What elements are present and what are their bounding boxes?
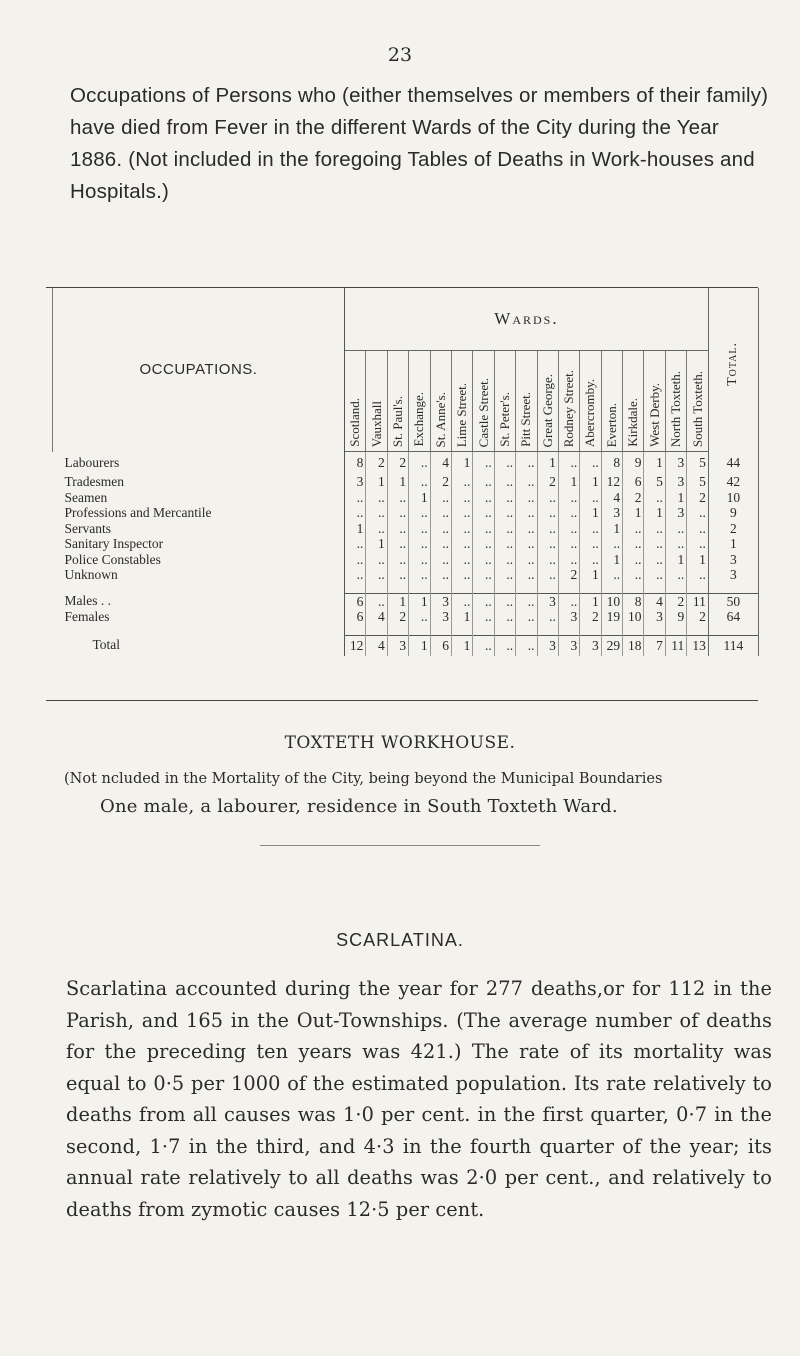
ward-count-cell: ..	[644, 536, 665, 552]
ward-count-cell: 5	[687, 452, 709, 475]
ward-header: South Toxteth.	[689, 370, 705, 447]
ward-count-cell: 8	[601, 452, 622, 475]
ward-count-cell: 3	[345, 474, 366, 490]
table-row	[53, 474, 759, 490]
ward-count-cell: 10	[601, 593, 622, 609]
ward-count-cell: 1	[366, 536, 387, 552]
row-label	[53, 490, 345, 506]
ward-header: Kirkdale.	[625, 398, 641, 447]
ward-count-cell: ..	[430, 536, 451, 552]
ward-count-cell: 3	[644, 609, 665, 625]
ward-count-cell: 1	[366, 474, 387, 490]
ward-count-cell: ..	[409, 567, 430, 583]
row-label	[53, 552, 345, 568]
ward-header-cell	[580, 351, 601, 452]
ward-count-cell: 1	[644, 505, 665, 521]
ward-count-cell: 4	[644, 593, 665, 609]
ward-count-cell: 1	[665, 552, 686, 568]
ward-count-cell: ..	[494, 567, 515, 583]
ward-count-cell: ..	[494, 536, 515, 552]
ward-count-cell: ..	[537, 536, 558, 552]
ward-count-cell: 3	[558, 635, 579, 656]
ward-count-cell: 2	[366, 452, 387, 475]
ward-count-cell: ..	[580, 490, 601, 506]
ward-count-cell: ..	[451, 552, 472, 568]
ward-count-cell: 4	[430, 452, 451, 475]
ward-count-cell: 1	[580, 505, 601, 521]
table-row	[53, 567, 759, 583]
ward-count-cell: 2	[430, 474, 451, 490]
ward-header-cell	[387, 351, 408, 452]
ward-count-cell: 3	[665, 474, 686, 490]
ward-header-cell	[644, 351, 665, 452]
ward-count-cell: ..	[516, 452, 537, 475]
ward-header-cell	[601, 351, 622, 452]
ward-count-cell: 1	[387, 593, 408, 609]
ward-header: Great George.	[539, 373, 555, 447]
ward-count-cell: ..	[516, 521, 537, 537]
ward-count-cell: 1	[345, 521, 366, 537]
row-label	[53, 452, 345, 475]
ward-header-cell	[366, 351, 387, 452]
row-total-cell: 64	[708, 609, 758, 625]
ward-header: Castle Street.	[475, 377, 491, 447]
table-row	[53, 552, 759, 568]
ward-count-cell: ..	[409, 536, 430, 552]
ward-count-cell: ..	[537, 552, 558, 568]
ward-count-cell: ..	[451, 567, 472, 583]
ward-count-cell: 4	[366, 635, 387, 656]
ward-count-cell: ..	[494, 505, 515, 521]
ward-count-cell: 1	[451, 452, 472, 475]
ward-count-cell: ..	[451, 521, 472, 537]
row-label	[53, 521, 345, 537]
ward-count-cell: 3	[387, 635, 408, 656]
ward-count-cell: 1	[409, 593, 430, 609]
ward-count-cell: 6	[430, 635, 451, 656]
ward-count-cell: 3	[665, 452, 686, 475]
ward-count-cell: 2	[537, 474, 558, 490]
ward-count-cell: ..	[687, 567, 709, 583]
ward-count-cell: ..	[537, 609, 558, 625]
ward-count-cell: ..	[601, 567, 622, 583]
ward-count-cell: 5	[644, 474, 665, 490]
ward-count-cell: ..	[516, 505, 537, 521]
ward-count-cell: 7	[644, 635, 665, 656]
ward-count-cell: 1	[644, 452, 665, 475]
ward-count-cell: 4	[366, 609, 387, 625]
ward-count-cell: ..	[409, 474, 430, 490]
ward-header: Lime Street.	[454, 382, 470, 447]
table-row-sex	[53, 609, 759, 625]
ward-count-cell: 29	[601, 635, 622, 656]
ward-count-cell: ..	[537, 567, 558, 583]
ward-count-cell: ..	[366, 505, 387, 521]
ward-count-cell: ..	[473, 521, 494, 537]
ward-count-cell: 1	[580, 567, 601, 583]
row-total-cell: 50	[708, 593, 758, 609]
ward-count-cell: ..	[580, 452, 601, 475]
ward-header-cell	[623, 351, 644, 452]
row-label-text: Police Constables	[64, 551, 161, 567]
ward-count-cell: 1	[387, 474, 408, 490]
ward-count-cell: 3	[580, 635, 601, 656]
occupations-header: OCCUPATIONS.	[53, 288, 345, 452]
ward-count-cell: ..	[409, 452, 430, 475]
ward-count-cell: ..	[494, 609, 515, 625]
ward-count-cell: ..	[345, 552, 366, 568]
ward-header-cell	[687, 351, 709, 452]
ward-count-cell: 2	[580, 609, 601, 625]
ward-count-cell: 12	[345, 635, 366, 656]
ward-count-cell: ..	[623, 521, 644, 537]
ward-header: West Derby.	[646, 383, 662, 447]
ward-count-cell: ..	[387, 567, 408, 583]
ward-count-cell: 2	[387, 452, 408, 475]
ward-count-cell: ..	[387, 536, 408, 552]
ward-count-cell: ..	[558, 593, 579, 609]
ward-count-cell: ..	[451, 505, 472, 521]
ward-count-cell: ..	[345, 490, 366, 506]
ward-count-cell: ..	[558, 521, 579, 537]
row-label-text: Labourers	[64, 454, 120, 470]
ward-count-cell: 6	[623, 474, 644, 490]
ward-count-cell: ..	[345, 536, 366, 552]
ward-count-cell: ..	[494, 635, 515, 656]
ward-header: Pitt Street.	[518, 392, 534, 447]
ward-count-cell: ..	[687, 521, 709, 537]
ward-count-cell: 19	[601, 609, 622, 625]
ward-count-cell: ..	[665, 567, 686, 583]
ward-count-cell: ..	[473, 536, 494, 552]
row-label	[53, 505, 345, 521]
table-row	[53, 490, 759, 506]
ward-count-cell: ..	[345, 567, 366, 583]
ward-count-cell: ..	[516, 567, 537, 583]
ward-count-cell: 4	[601, 490, 622, 506]
ward-count-cell: ..	[494, 521, 515, 537]
ward-header-cell	[451, 351, 472, 452]
row-total-cell: 3	[708, 552, 758, 568]
ward-header-cell	[345, 351, 366, 452]
ward-count-cell: 10	[623, 609, 644, 625]
scarlatina-paragraph: Scarlatina accounted during the year for 277 deaths,or for 112 in the Parish, and 165 in the Out-Townships. (The average number of deaths for the preceding ten years was 421.) The rate of its mortality was equal to 0·5 per 1000 of the estimated population. Its rate relatively to deaths from all causes was 1·0 per cent. in the first quarter, 0·7 in the second, 1·7 in the third, and 4·3 in the fourth quarter of the year; its annual rate relatively to all deaths was 2·0 per cent., and relatively to deaths from zymotic causes 12·5 per cent.	[66, 977, 772, 1221]
ward-count-cell: 1	[451, 609, 472, 625]
workhouse-note: (Not ncluded in the Mortality of the City, being beyond the Municipal Boundaries	[64, 771, 663, 787]
row-label-text: Unknown	[64, 567, 118, 582]
ward-header-cell	[473, 351, 494, 452]
ward-header-cell	[665, 351, 686, 452]
ward-count-cell: 2	[665, 593, 686, 609]
ward-count-cell: ..	[580, 521, 601, 537]
ward-count-cell: ..	[387, 552, 408, 568]
ward-header-cell	[494, 351, 515, 452]
row-label-text: Tradesmen	[64, 474, 124, 489]
ward-header: Scotland.	[347, 398, 363, 447]
ward-header: Everton.	[603, 402, 619, 447]
row-total-cell: 9	[708, 505, 758, 521]
spacer-row	[53, 625, 759, 636]
ward-count-cell: ..	[644, 552, 665, 568]
occupations-by-ward-table	[52, 288, 759, 656]
ward-count-cell: ..	[558, 552, 579, 568]
ward-count-cell: ..	[644, 521, 665, 537]
ward-count-cell: ..	[494, 490, 515, 506]
ward-count-cell: ..	[558, 536, 579, 552]
row-total-cell: 42	[708, 474, 758, 490]
ward-header-cell	[516, 351, 537, 452]
ward-count-cell: ..	[430, 567, 451, 583]
ward-count-cell: 9	[665, 609, 686, 625]
ward-count-cell: ..	[430, 490, 451, 506]
row-label-text: Professions and Mercantile	[64, 505, 212, 520]
ward-count-cell: 3	[430, 593, 451, 609]
scarlatina-heading: SCARLATINA.	[336, 930, 464, 950]
ward-count-cell: ..	[665, 521, 686, 537]
row-label-text: Seamen	[64, 489, 108, 505]
row-label-text: Males . .	[64, 593, 111, 609]
row-label	[53, 567, 345, 583]
ward-count-cell: ..	[451, 474, 472, 490]
ward-count-cell: ..	[473, 452, 494, 475]
ward-count-cell: ..	[537, 505, 558, 521]
ward-count-cell: 8	[345, 452, 366, 475]
ward-count-cell: ..	[430, 505, 451, 521]
row-total-cell: 1	[708, 536, 758, 552]
ward-count-cell: ..	[665, 536, 686, 552]
ward-header-cell	[409, 351, 430, 452]
ward-count-cell: 1	[537, 452, 558, 475]
ward-count-cell: ..	[494, 593, 515, 609]
ward-count-cell: 8	[623, 593, 644, 609]
ward-count-cell: 11	[665, 635, 686, 656]
ward-count-cell: ..	[601, 536, 622, 552]
row-label-text: Females	[64, 609, 110, 624]
ward-count-cell: ..	[580, 536, 601, 552]
ward-header: Abercromby.	[582, 378, 598, 447]
ward-count-cell: ..	[537, 521, 558, 537]
ward-count-cell: ..	[451, 536, 472, 552]
ward-count-cell: ..	[345, 505, 366, 521]
ward-count-cell: 3	[558, 609, 579, 625]
ward-count-cell: ..	[623, 536, 644, 552]
ward-header-cell	[430, 351, 451, 452]
ward-count-cell: ..	[473, 490, 494, 506]
ward-count-cell: ..	[430, 521, 451, 537]
ward-count-cell: ..	[494, 474, 515, 490]
ward-count-cell: ..	[558, 452, 579, 475]
ward-count-cell: ..	[387, 490, 408, 506]
table-row	[53, 452, 759, 475]
section-divider	[260, 845, 540, 846]
ward-count-cell: ..	[473, 567, 494, 583]
ward-count-cell: ..	[473, 635, 494, 656]
ward-count-cell: 6	[345, 609, 366, 625]
ward-count-cell: 2	[687, 609, 709, 625]
ward-header: Exchange.	[411, 392, 427, 447]
ward-count-cell: ..	[409, 552, 430, 568]
occupations-table-frame	[46, 287, 758, 701]
row-label	[53, 536, 345, 552]
ward-count-cell: 1	[409, 490, 430, 506]
ward-count-cell: ..	[494, 552, 515, 568]
ward-count-cell: ..	[516, 635, 537, 656]
ward-count-cell: 1	[623, 505, 644, 521]
spacer-row	[53, 583, 759, 594]
table-row	[53, 505, 759, 521]
ward-count-cell: 3	[665, 505, 686, 521]
ward-count-cell: 18	[623, 635, 644, 656]
ward-count-cell: ..	[687, 505, 709, 521]
ward-count-cell: ..	[451, 490, 472, 506]
ward-header-cell	[558, 351, 579, 452]
ward-count-cell: 3	[601, 505, 622, 521]
ward-count-cell: 9	[623, 452, 644, 475]
ward-count-cell: 1	[665, 490, 686, 506]
table-row	[53, 536, 759, 552]
table-row-total	[53, 635, 759, 656]
total-header: Total.	[725, 341, 741, 386]
ward-count-cell: 2	[687, 490, 709, 506]
ward-count-cell: ..	[473, 505, 494, 521]
ward-count-cell: 2	[387, 609, 408, 625]
ward-count-cell: 1	[601, 552, 622, 568]
table-row-sex	[53, 593, 759, 609]
ward-count-cell: ..	[516, 609, 537, 625]
ward-header: St. Anne's.	[432, 391, 448, 447]
ward-count-cell: ..	[409, 609, 430, 625]
ward-count-cell: ..	[537, 490, 558, 506]
ward-header: Rodney Street.	[561, 369, 577, 447]
row-label-text: Servants	[64, 520, 111, 536]
ward-count-cell: ..	[473, 609, 494, 625]
row-total-cell: 44	[708, 452, 758, 475]
ward-count-cell: ..	[558, 505, 579, 521]
ward-count-cell: ..	[494, 452, 515, 475]
ward-count-cell: 11	[687, 593, 709, 609]
row-total-cell: 3	[708, 567, 758, 583]
ward-count-cell: ..	[516, 552, 537, 568]
workhouse-text: One male, a labourer, residence in South Toxteth Ward.	[100, 796, 618, 817]
row-label	[53, 593, 345, 609]
ward-header: St. Peter's.	[496, 392, 512, 447]
ward-count-cell: ..	[409, 505, 430, 521]
ward-count-cell: ..	[430, 552, 451, 568]
table-row	[53, 521, 759, 537]
ward-count-cell: 3	[537, 635, 558, 656]
ward-count-cell: 1	[451, 635, 472, 656]
row-label-text: Sanitary Inspector	[64, 536, 164, 551]
ward-count-cell: 1	[409, 635, 430, 656]
ward-count-cell: 1	[580, 593, 601, 609]
ward-count-cell: 13	[687, 635, 709, 656]
ward-count-cell: ..	[516, 490, 537, 506]
ward-count-cell: 3	[430, 609, 451, 625]
ward-count-cell: ..	[473, 474, 494, 490]
ward-count-cell: ..	[451, 593, 472, 609]
ward-count-cell: ..	[366, 490, 387, 506]
row-label	[53, 609, 345, 625]
ward-count-cell: 1	[601, 521, 622, 537]
ward-count-cell: ..	[516, 593, 537, 609]
table-body	[53, 452, 759, 656]
total-header-cell	[708, 288, 758, 452]
row-total-cell: 10	[708, 490, 758, 506]
ward-count-cell: ..	[580, 552, 601, 568]
ward-header: St. Paul's.	[389, 395, 405, 447]
workhouse-heading: TOXTETH WORKHOUSE.	[284, 733, 516, 753]
ward-count-cell: ..	[387, 505, 408, 521]
wards-header: Wards.	[345, 288, 709, 351]
ward-count-cell: ..	[516, 536, 537, 552]
ward-count-cell: 1	[580, 474, 601, 490]
ward-count-cell: ..	[473, 552, 494, 568]
ward-count-cell: 1	[687, 552, 709, 568]
ward-count-cell: ..	[366, 567, 387, 583]
ward-count-cell: 1	[558, 474, 579, 490]
ward-count-cell: ..	[473, 593, 494, 609]
ward-count-cell: 2	[558, 567, 579, 583]
ward-header: Vauxhall	[368, 400, 384, 447]
ward-count-cell: ..	[409, 521, 430, 537]
ward-count-cell: 5	[687, 474, 709, 490]
ward-count-cell: ..	[623, 567, 644, 583]
row-total-cell: 2	[708, 521, 758, 537]
ward-count-cell: ..	[387, 521, 408, 537]
row-total-cell: 114	[708, 635, 758, 656]
ward-count-cell: ..	[644, 490, 665, 506]
ward-count-cell: 3	[537, 593, 558, 609]
ward-count-cell: ..	[687, 536, 709, 552]
ward-count-cell: ..	[623, 552, 644, 568]
ward-count-cell: ..	[366, 593, 387, 609]
ward-header-cell	[537, 351, 558, 452]
ward-header: North Toxteth.	[668, 370, 684, 447]
ward-count-cell: 6	[345, 593, 366, 609]
ward-count-cell: ..	[644, 567, 665, 583]
page-number: 23	[387, 44, 413, 66]
row-label	[53, 635, 345, 656]
ward-count-cell: ..	[558, 490, 579, 506]
ward-count-cell: ..	[516, 474, 537, 490]
ward-count-cell: ..	[366, 552, 387, 568]
ward-count-cell: ..	[366, 521, 387, 537]
ward-count-cell: 2	[623, 490, 644, 506]
ward-count-cell: 12	[601, 474, 622, 490]
row-label-text: Total	[92, 637, 121, 653]
table-intro-paragraph: Occupations of Persons who (either themselves or members of their family) have died from Fever in the different Wards of the City during the Year 1886. (Not included in the foregoing Tables of Deaths in Work-houses and Hospitals.)	[70, 84, 769, 203]
row-label	[53, 474, 345, 490]
